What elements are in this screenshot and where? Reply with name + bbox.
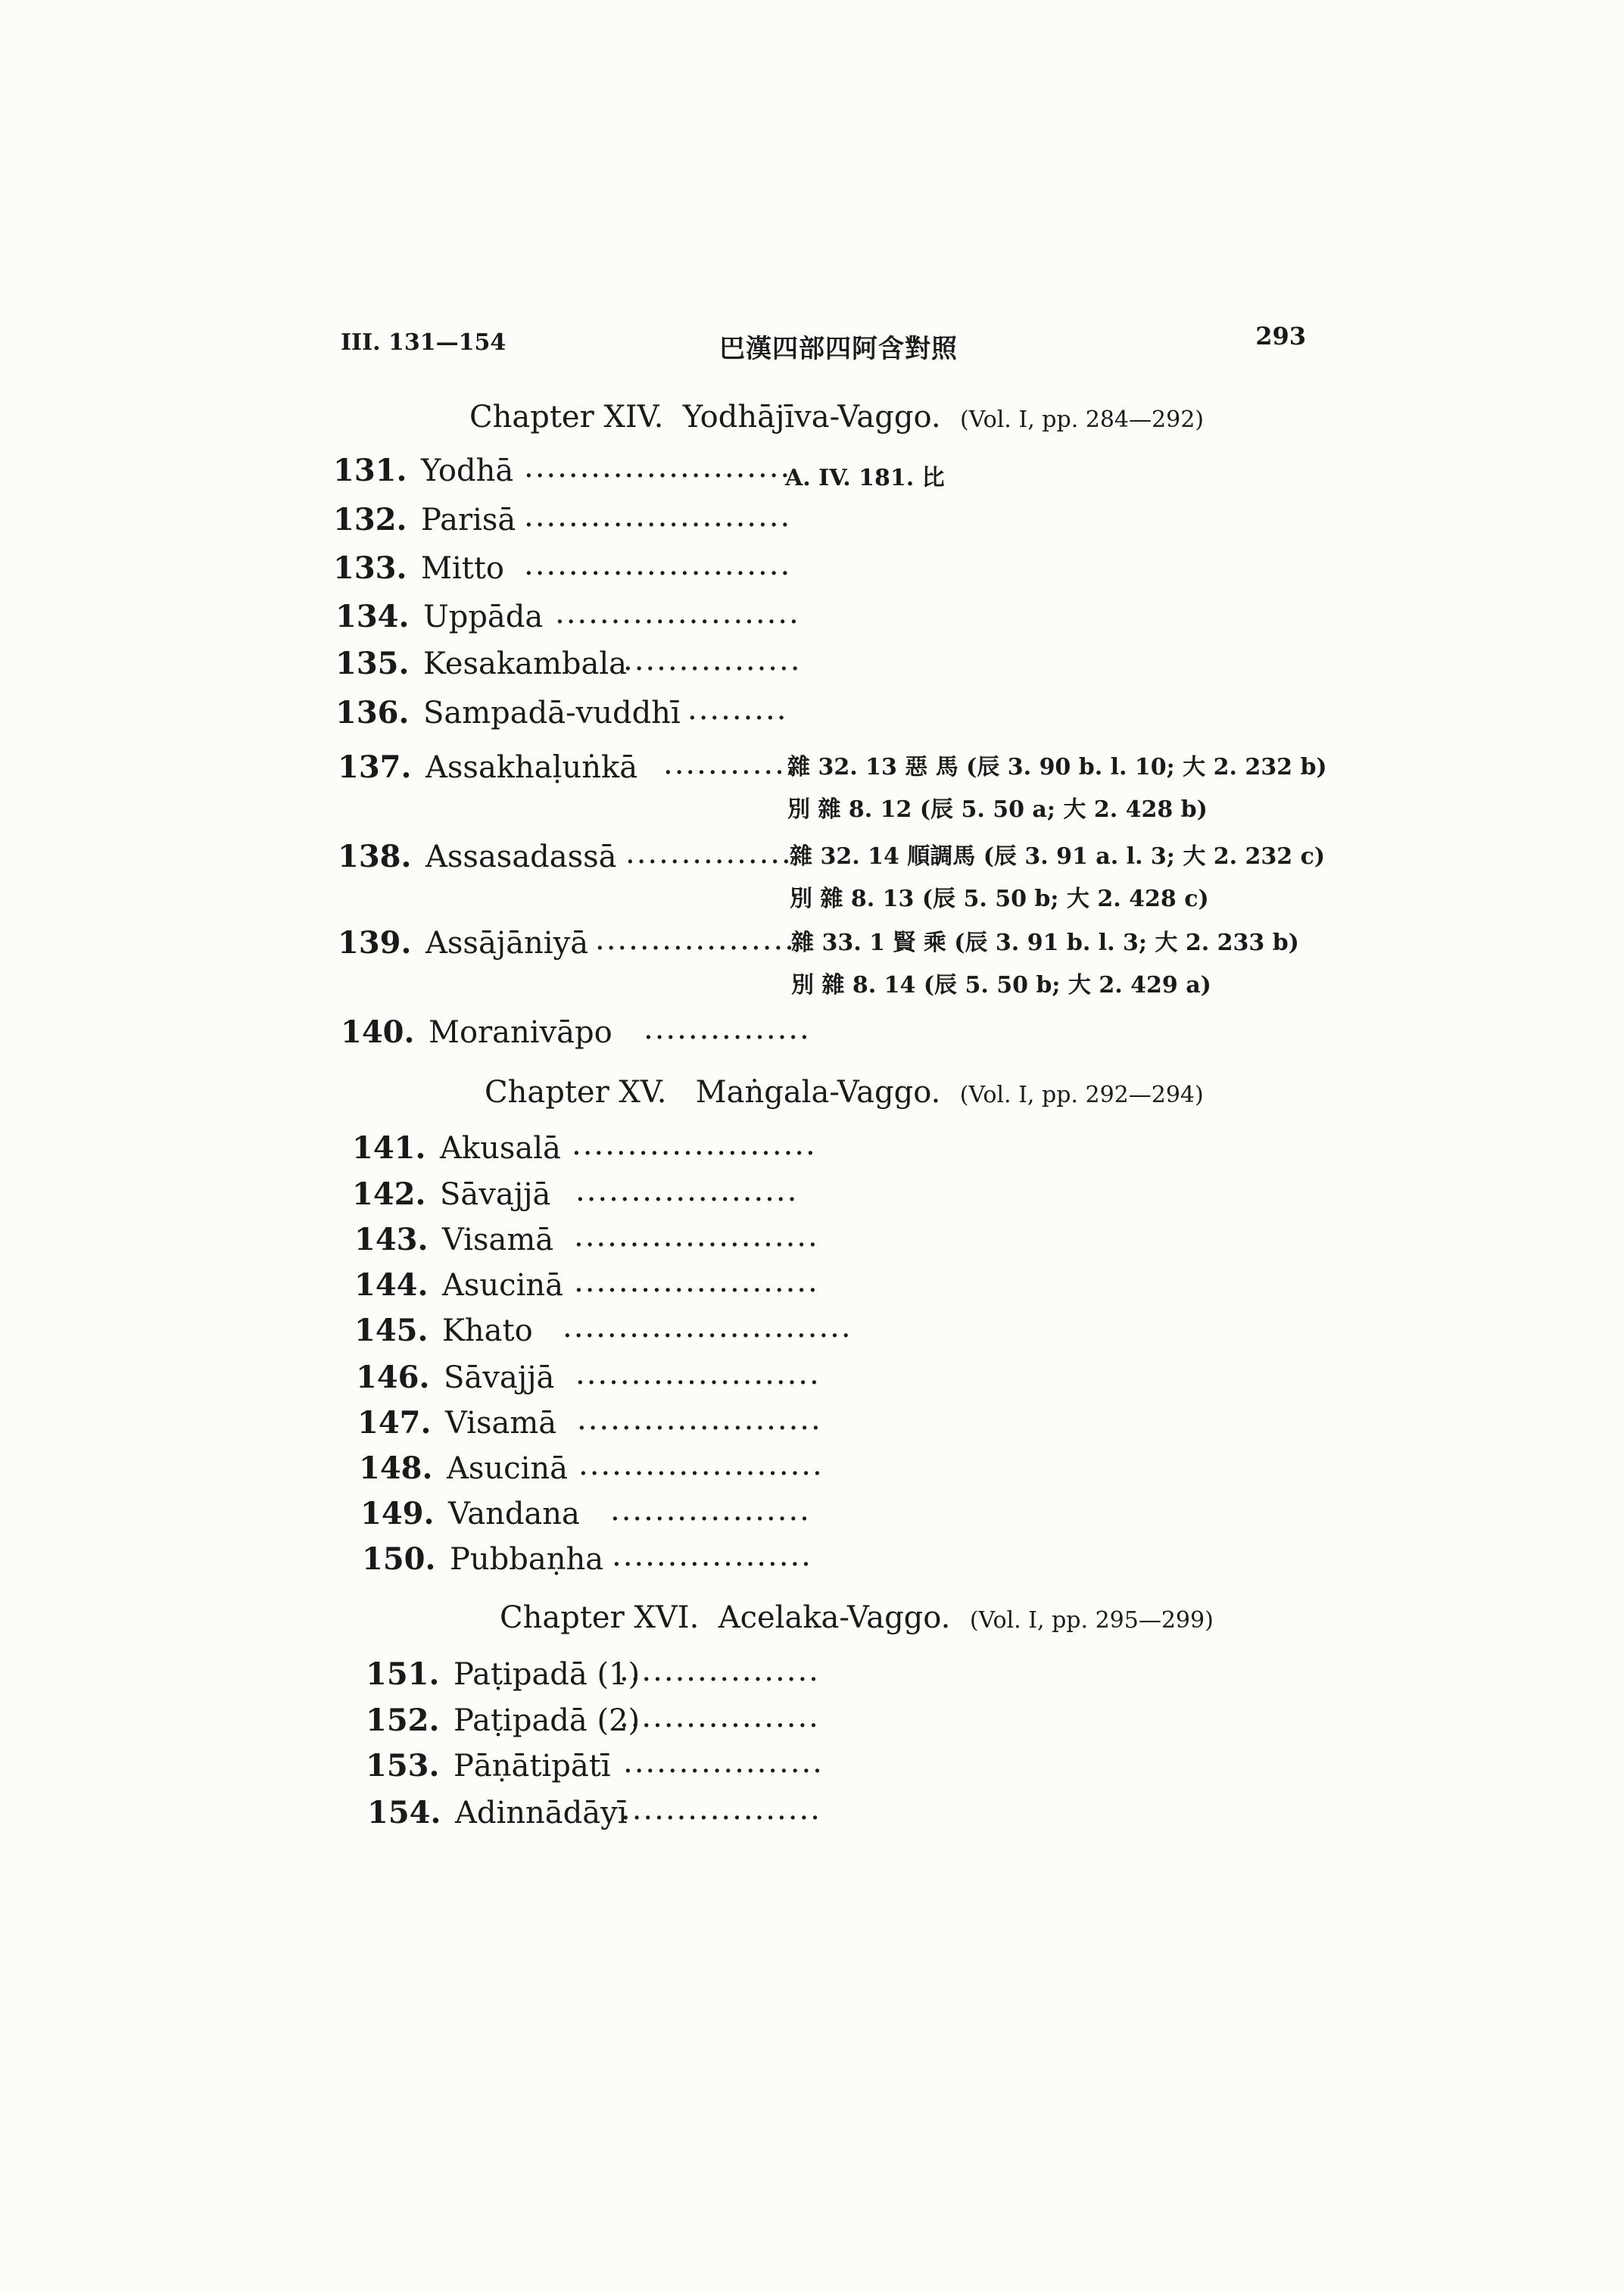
list-item bbox=[333, 547, 792, 596]
list-item bbox=[359, 1447, 824, 1496]
list-item bbox=[367, 1792, 821, 1840]
leader-dots: ............ bbox=[663, 746, 797, 781]
entry-number: 141. bbox=[352, 1130, 426, 1166]
entry-number: 151. bbox=[366, 1656, 440, 1692]
ref-line: 別 雜 8. 12 (辰 5. 50 a; 大 2. 428 b) bbox=[787, 796, 1208, 823]
list-item bbox=[338, 836, 793, 884]
header-title: 巴漢四部四阿含對照 bbox=[719, 334, 958, 364]
entry-name: Paṭipadā (1) bbox=[454, 1657, 641, 1692]
ref-line: 雜 33. 1 賢 乘 (辰 3. 91 b. l. 3; 大 2. 233 b) bbox=[791, 930, 1299, 956]
entry-name: Yodhā bbox=[421, 453, 514, 488]
chapter-title: Chapter XV. bbox=[485, 1075, 667, 1110]
chapter-volume-ref: (Vol. I, pp. 292—294) bbox=[959, 1082, 1204, 1108]
entry-name: Adinnādāyī bbox=[455, 1796, 628, 1830]
entry-number: 142. bbox=[352, 1176, 426, 1212]
entry-name: Akusalā bbox=[440, 1131, 561, 1166]
entry-name: Kesakambala bbox=[423, 646, 627, 681]
chapter-name: Yodhājīva-Vaggo. bbox=[682, 400, 941, 435]
entry-name: Sāvajjā bbox=[440, 1177, 551, 1212]
entry-name: Asucinā bbox=[442, 1268, 563, 1303]
entry-name: Visamā bbox=[442, 1223, 554, 1257]
parallel-refs bbox=[787, 748, 1327, 833]
entry-number: 139. bbox=[338, 925, 412, 961]
leader-dots: ........................ bbox=[524, 499, 792, 534]
list-item bbox=[335, 692, 788, 740]
entry-number: 146. bbox=[356, 1360, 430, 1395]
entry-number: 132. bbox=[333, 502, 407, 537]
entry-number: 148. bbox=[359, 1450, 433, 1486]
entry-number: 133. bbox=[333, 550, 407, 586]
entry-name: Parisā bbox=[421, 503, 516, 537]
list-item bbox=[362, 1538, 812, 1587]
chapter-heading bbox=[485, 1075, 1204, 1110]
entry-number: 150. bbox=[362, 1541, 436, 1577]
entry-number: 138. bbox=[338, 839, 412, 874]
entry-name: Pubbaṇha bbox=[450, 1542, 604, 1577]
ref-line: 雜 32. 13 惡 馬 (辰 3. 90 b. l. 10; 大 2. 232 b) bbox=[787, 754, 1327, 780]
leader-dots: ...................... bbox=[575, 1357, 821, 1391]
leader-dots: .................. bbox=[619, 1653, 820, 1688]
leader-dots: ............... bbox=[625, 836, 793, 871]
leader-dots: .................. bbox=[612, 1538, 812, 1573]
chapter-heading bbox=[469, 400, 1204, 435]
parallel-refs bbox=[791, 924, 1299, 1008]
entry-number: 144. bbox=[354, 1267, 429, 1303]
entry-number: 153. bbox=[366, 1748, 440, 1784]
list-item bbox=[333, 499, 792, 547]
entry-name: Vandana bbox=[448, 1497, 580, 1531]
entry-number: 131. bbox=[333, 453, 407, 488]
leader-dots: .................. bbox=[619, 1699, 820, 1734]
chapter-title: Chapter XVI. bbox=[500, 1600, 700, 1635]
chapter-name: Acelaka-Vaggo. bbox=[718, 1600, 951, 1635]
ref-line: 別 雜 8. 13 (辰 5. 50 b; 大 2. 428 c) bbox=[790, 886, 1209, 912]
chapter-heading bbox=[500, 1600, 1214, 1635]
entry-number: 149. bbox=[360, 1496, 435, 1531]
leader-dots: .......................... bbox=[563, 1310, 853, 1344]
entry-name: Sāvajjā bbox=[444, 1360, 555, 1395]
entry-name: Moranivāpo bbox=[429, 1015, 613, 1050]
entry-number: 135. bbox=[335, 646, 410, 681]
list-item bbox=[366, 1699, 820, 1748]
list-item bbox=[341, 1011, 811, 1060]
list-item bbox=[366, 1745, 824, 1793]
list-item bbox=[354, 1310, 853, 1358]
entry-name: Khato bbox=[442, 1313, 533, 1348]
entry-name: Asucinā bbox=[447, 1451, 568, 1486]
ref-line: 雜 32. 14 順調馬 (辰 3. 91 a. l. 3; 大 2. 232 c) bbox=[790, 843, 1326, 870]
entry-number: 147. bbox=[357, 1405, 432, 1441]
list-item bbox=[338, 922, 796, 970]
entry-name: Sampadā-vuddhī bbox=[423, 696, 681, 731]
entry-number: 154. bbox=[367, 1795, 441, 1830]
entry-name: Mitto bbox=[421, 551, 504, 586]
leader-dots: ...................... bbox=[572, 1127, 817, 1162]
list-item bbox=[335, 596, 800, 644]
entry-name: Assasadassā bbox=[425, 840, 617, 874]
leader-dots: ...................... bbox=[555, 596, 800, 631]
chapter-name: Maṅgala-Vaggo. bbox=[695, 1075, 941, 1110]
list-item bbox=[366, 1653, 820, 1702]
entry-name: Visamā bbox=[445, 1406, 557, 1441]
list-item bbox=[354, 1219, 819, 1267]
ref-line: A. IV. 181. 比 bbox=[785, 465, 945, 491]
leader-dots: ...................... bbox=[578, 1447, 824, 1482]
header-section-range: III. 131—154 bbox=[341, 329, 507, 356]
leader-dots: ...................... bbox=[574, 1219, 819, 1254]
list-item bbox=[352, 1173, 799, 1222]
leader-dots: ......... bbox=[687, 692, 788, 727]
leader-dots: ........................ bbox=[524, 450, 792, 484]
list-item bbox=[357, 1402, 822, 1450]
entry-number: 145. bbox=[354, 1313, 429, 1348]
chapter-volume-ref: (Vol. I, pp. 284—292) bbox=[960, 407, 1204, 433]
running-header bbox=[341, 322, 1306, 367]
leader-dots: .................. bbox=[623, 1745, 824, 1780]
list-item bbox=[338, 746, 797, 795]
leader-dots: .................... bbox=[575, 1173, 799, 1208]
entry-number: 143. bbox=[354, 1222, 429, 1257]
page-number: 293 bbox=[1255, 322, 1306, 350]
list-item bbox=[352, 1127, 817, 1176]
entry-number: 137. bbox=[338, 749, 412, 785]
leader-dots: ........................ bbox=[524, 547, 792, 582]
list-item bbox=[360, 1493, 811, 1541]
leader-dots: .................. bbox=[621, 1792, 821, 1827]
entry-number: 134. bbox=[335, 599, 410, 634]
entry-number: 136. bbox=[335, 695, 410, 731]
list-item bbox=[354, 1264, 819, 1313]
leader-dots: ............... bbox=[644, 1011, 811, 1046]
list-item bbox=[356, 1357, 821, 1405]
chapter-volume-ref: (Vol. I, pp. 295—299) bbox=[969, 1607, 1214, 1634]
leader-dots: ................ bbox=[623, 643, 802, 678]
entry-name: Assakhaḷuṅkā bbox=[425, 750, 638, 785]
leader-dots: ...................... bbox=[577, 1402, 822, 1437]
entry-name: Paṭipadā (2) bbox=[454, 1703, 641, 1738]
entry-number: 152. bbox=[366, 1703, 440, 1738]
entry-number: 140. bbox=[341, 1014, 415, 1050]
list-item bbox=[335, 643, 802, 691]
list-item bbox=[333, 450, 792, 498]
leader-dots: ...................... bbox=[574, 1264, 819, 1299]
leader-dots: .................. bbox=[610, 1493, 811, 1528]
entry-name: Uppāda bbox=[423, 600, 544, 634]
ref-line: 別 雜 8. 14 (辰 5. 50 b; 大 2. 429 a) bbox=[791, 972, 1211, 999]
parallel-refs bbox=[785, 459, 945, 501]
chapter-title: Chapter XIV. bbox=[469, 400, 664, 435]
entry-name: Pāṇātipātī bbox=[454, 1749, 611, 1784]
entry-name: Assājāniyā bbox=[425, 926, 589, 961]
leader-dots: .................. bbox=[595, 922, 796, 957]
parallel-refs bbox=[790, 837, 1325, 922]
